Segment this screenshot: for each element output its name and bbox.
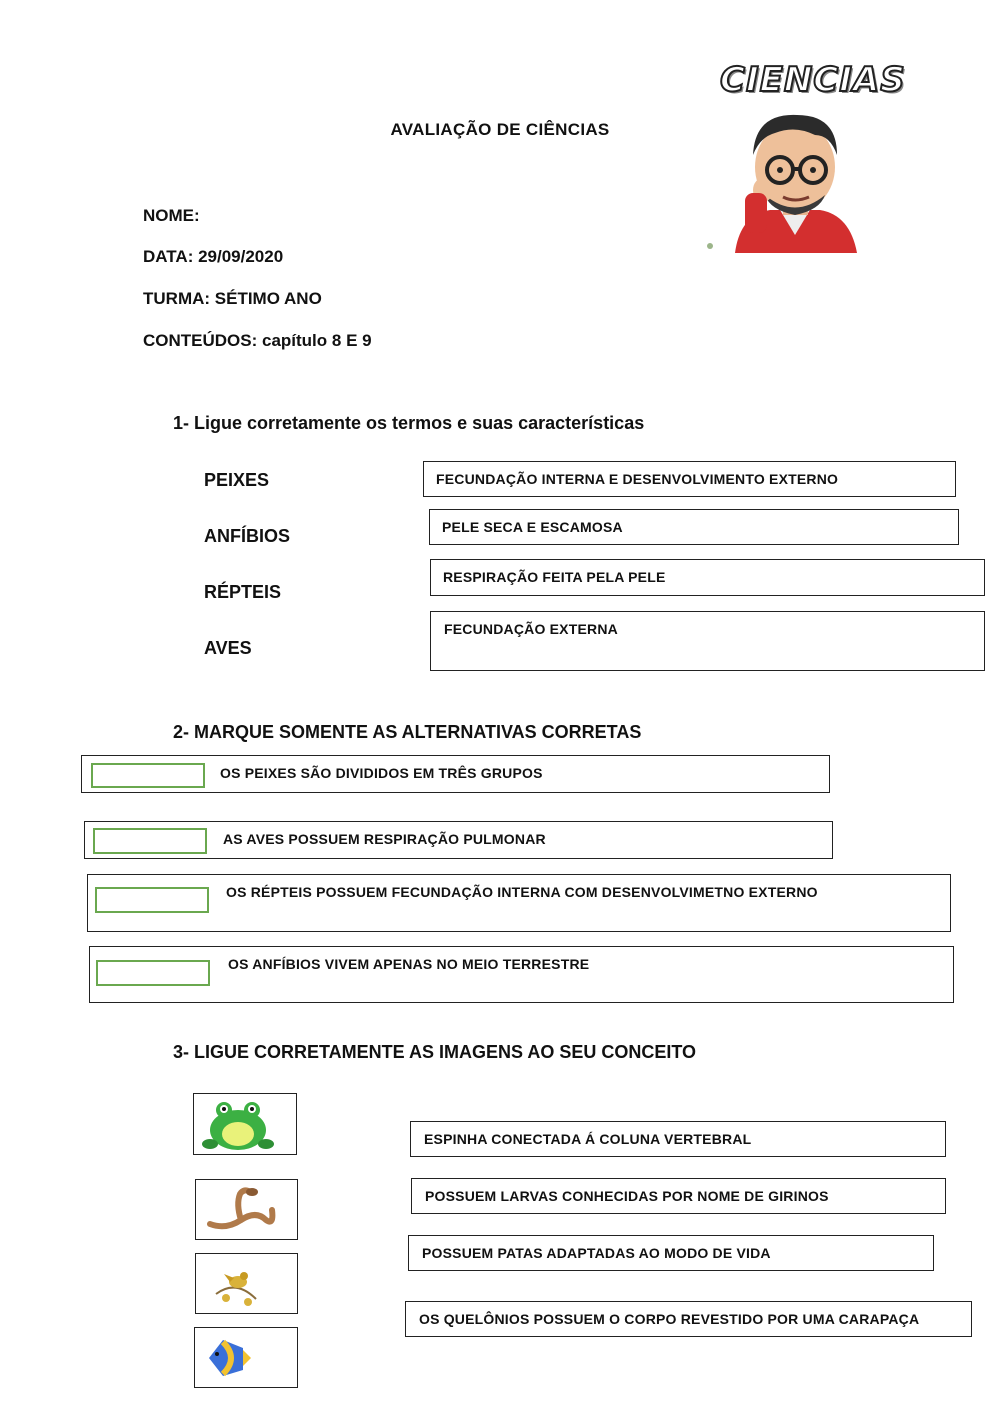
q3-heading: 3- LIGUE CORRETAMENTE AS IMAGENS AO SEU CONCEITO xyxy=(173,1042,697,1062)
concept-label: ESPINHA CONECTADA Á COLUNA VERTEBRAL xyxy=(424,1131,752,1147)
characteristic-label: FECUNDAÇÃO EXTERNA xyxy=(444,621,618,637)
nome-field: NOME: xyxy=(143,206,200,225)
term-aves[interactable]: AVES xyxy=(204,638,252,658)
concept-box[interactable] xyxy=(410,1121,946,1157)
option-row xyxy=(87,874,951,932)
data-field: DATA: 29/09/2020 xyxy=(143,247,284,266)
option-row xyxy=(84,821,833,859)
characteristic-label: RESPIRAÇÃO FEITA PELA PELE xyxy=(443,569,666,585)
frog-icon xyxy=(194,1094,296,1154)
option-checkbox[interactable] xyxy=(95,887,209,913)
characteristic-label: PELE SECA E ESCAMOSA xyxy=(442,519,623,535)
page-title: AVALIAÇÃO DE CIÊNCIAS xyxy=(390,120,610,139)
concept-box[interactable] xyxy=(408,1235,934,1271)
concept-label: OS QUELÔNIOS POSSUEM O CORPO REVESTIDO POR UMA CARAPAÇA xyxy=(419,1311,920,1327)
conteudos-field: CONTEÚDOS: capítulo 8 E 9 xyxy=(143,331,372,350)
image-box-bird[interactable] xyxy=(195,1253,298,1314)
characteristic-box[interactable] xyxy=(430,559,985,596)
q2-heading: 2- MARQUE SOMENTE AS ALTERNATIVAS CORRETAS xyxy=(173,722,642,742)
dot xyxy=(707,243,713,249)
characteristic-box[interactable] xyxy=(429,509,959,545)
image-box-fish[interactable] xyxy=(194,1327,298,1388)
option-row xyxy=(81,755,830,793)
bird-icon xyxy=(196,1254,297,1313)
option-label: OS RÉPTEIS POSSUEM FECUNDAÇÃO INTERNA COM DESENVOLVIMETNO EXTERNO xyxy=(226,884,818,900)
snake-icon xyxy=(196,1180,297,1239)
option-checkbox[interactable] xyxy=(91,763,205,788)
concept-label: POSSUEM PATAS ADAPTADAS AO MODO DE VIDA xyxy=(422,1245,771,1261)
option-label: OS ANFÍBIOS VIVEM APENAS NO MEIO TERRESTRE xyxy=(228,956,590,972)
concept-box[interactable] xyxy=(411,1178,946,1214)
option-label: AS AVES POSSUEM RESPIRAÇÃO PULMONAR xyxy=(223,831,546,847)
term-repteis[interactable]: RÉPTEIS xyxy=(204,582,282,602)
fish-icon xyxy=(195,1328,297,1387)
term-peixes[interactable]: PEIXES xyxy=(204,470,270,490)
ciencias-logo: CIENCIAS xyxy=(720,60,906,100)
turma-field: TURMA: SÉTIMO ANO xyxy=(143,289,322,308)
image-box-frog[interactable] xyxy=(193,1093,297,1155)
characteristic-box[interactable] xyxy=(430,611,985,671)
concept-box[interactable] xyxy=(405,1301,972,1337)
concept-label: POSSUEM LARVAS CONHECIDAS POR NOME DE GIRINOS xyxy=(425,1188,829,1204)
characteristic-box[interactable] xyxy=(423,461,956,497)
image-box-snake[interactable] xyxy=(195,1179,298,1240)
option-checkbox[interactable] xyxy=(93,828,207,854)
q1-heading: 1- Ligue corretamente os termos e suas características xyxy=(173,413,645,433)
option-row xyxy=(89,946,954,1003)
characteristic-label: FECUNDAÇÃO INTERNA E DESENVOLVIMENTO EXTERNO xyxy=(436,471,839,487)
term-anfibios[interactable]: ANFÍBIOS xyxy=(204,526,291,546)
option-checkbox[interactable] xyxy=(96,960,210,986)
option-label: OS PEIXES SÃO DIVIDIDOS EM TRÊS GRUPOS xyxy=(220,765,543,781)
